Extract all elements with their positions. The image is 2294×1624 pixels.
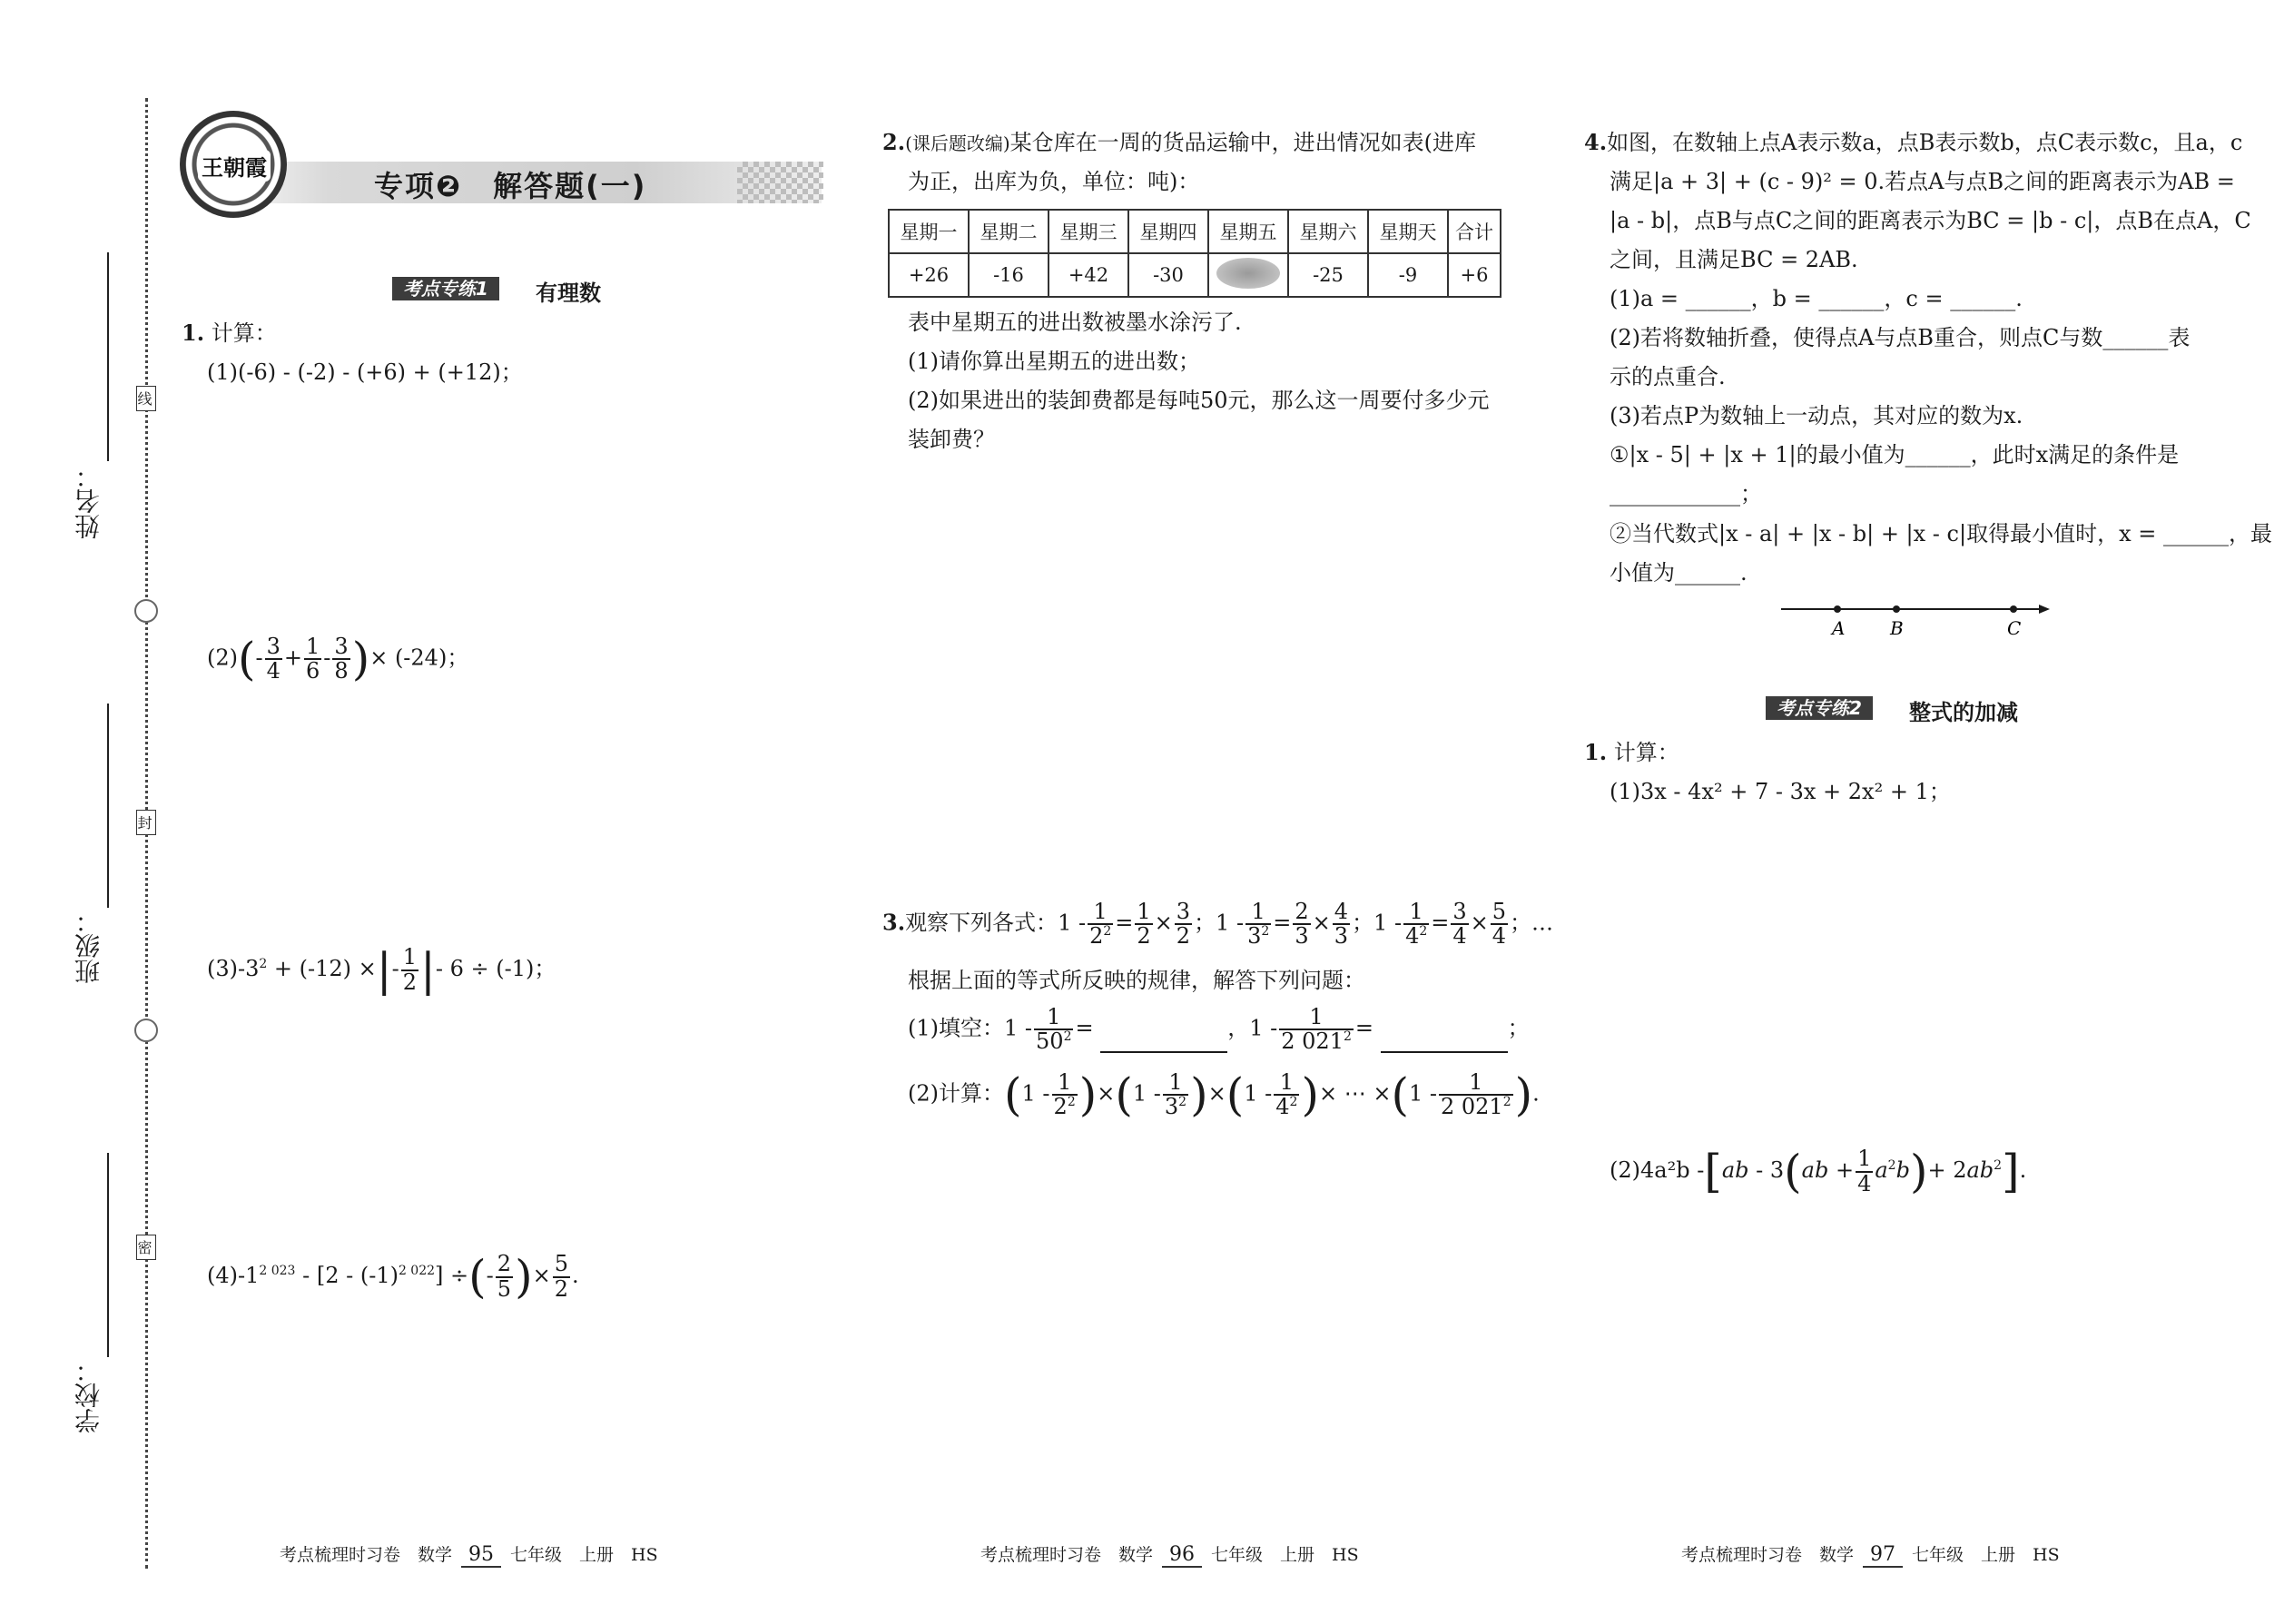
part-label: (2) xyxy=(207,645,238,671)
brand-logo-text: 王朝霞 xyxy=(198,150,271,182)
fraction: $\frac{3}{8}$ xyxy=(334,634,349,684)
table-header-cell: 星期四 xyxy=(1128,210,1208,253)
footer-grade: 七年级 上册 HS xyxy=(1912,1545,2060,1565)
fraction: $\frac{1}{2}$ xyxy=(402,944,418,995)
fraction: $\frac{1}{2}$ xyxy=(1137,899,1151,950)
expression-tail: - 6 ÷ (-1)； xyxy=(435,956,556,981)
page-footer xyxy=(1681,1541,2060,1568)
q2-part1: (1)请你算出星期五的进出数； xyxy=(908,349,1200,374)
point-b xyxy=(1893,605,1900,613)
footer-book: 考点梳理时习卷 数学 xyxy=(1681,1545,1855,1565)
abs-bar: | xyxy=(420,943,436,997)
question-text: |a - b|，点B与点C之间的距离表示为BC = |b - c|，点B在点A，C xyxy=(1610,208,2251,233)
table-header-cell: 星期六 xyxy=(1288,210,1368,253)
fraction: $\frac{1}{3^2}$ xyxy=(1247,899,1270,950)
expression-mid2: ] ÷ xyxy=(435,1263,469,1288)
question-text: 如图，在数轴上点A表示数a，点B表示数b，点C表示数c，且a，c xyxy=(1607,130,2243,155)
ink-blot-cell xyxy=(1208,253,1288,297)
fraction: $\frac{1}{50^2}$ xyxy=(1036,1004,1072,1055)
fraction: $\frac{1}{2 021^2}$ xyxy=(1281,1004,1352,1055)
point-label: B xyxy=(1890,617,1904,639)
arrow-head-icon xyxy=(2039,605,2050,614)
paren: ( xyxy=(238,633,256,686)
page-number: 95 xyxy=(461,1543,501,1568)
footer-book: 考点梳理时习卷 数学 xyxy=(280,1545,453,1565)
question-rule: 根据上面的等式所反映的规律，解答下列问题： xyxy=(908,968,1365,993)
q1-part4: $(4)-1^{2 023} - [2 - (-1)^{2 022}]$ ÷(- $\frac{2}{5}$ )× $\frac{5}{2}$ . xyxy=(207,1250,579,1304)
class-line xyxy=(107,704,109,908)
q5-part2: (2)4a²b -[ab - 3(ab + $\frac{1}{4}$ $a^2b)+ 2ab^2$]. xyxy=(1610,1145,2027,1198)
q3-part2: (2)计算：(1 - $\frac{1}{2^2}$ )×(1 - $\frac{1}{3^2}$ )×(1 - $\frac{1}{4^2}$ )× ⋯ ×(1 - $\frac{1}{2 021^2}$ ). xyxy=(908,1068,1540,1122)
question-1 xyxy=(182,313,277,353)
q4-part2-cont: 示的点重合. xyxy=(1610,364,1726,389)
section-tag: 考点专练1 xyxy=(392,277,499,300)
paren: ( xyxy=(468,1250,487,1304)
banner-pattern xyxy=(737,162,823,203)
punch-hole-icon xyxy=(134,1019,158,1042)
q1-part2: (2)(- $\frac{3}{4}$ + $\frac{1}{6}$ - $\frac{3}{8}$ )× (-24)； xyxy=(207,633,469,686)
expression-mid: - [2 - (-1) xyxy=(302,1263,399,1288)
fraction: $\frac{1}{2 021^2}$ xyxy=(1440,1069,1511,1120)
table-header-cell: 星期天 xyxy=(1368,210,1448,253)
table-cell: +6 xyxy=(1448,253,1501,297)
school-line xyxy=(107,1153,109,1357)
page-footer xyxy=(980,1541,1359,1568)
question-4 xyxy=(1584,123,2242,162)
point-c xyxy=(2010,605,2017,613)
fraction: $\frac{1}{2^2}$ xyxy=(1089,899,1112,950)
q4-part3: (3)若点P为数轴上一动点，其对应的数为x. xyxy=(1610,403,2023,428)
expression-head: (2)4a²b - xyxy=(1610,1157,1705,1183)
paren: ) xyxy=(351,633,370,686)
name-line xyxy=(107,252,109,461)
abs-bar: | xyxy=(376,943,392,997)
q4-part2: (2)若将数轴折叠，使得点A与点B重合，则点C与数______表 xyxy=(1610,325,2191,350)
question-text: 满足|a + 3| + (c - 9)² = 0.若点A与点B之间的距离表示为AB = xyxy=(1610,169,2235,194)
fraction: $\frac{3}{2}$ xyxy=(1176,899,1191,950)
expression-head: (4)-1 xyxy=(207,1263,260,1288)
ink-blot-icon xyxy=(1216,258,1280,289)
section-tag: 考点专练2 xyxy=(1766,696,1873,720)
part-label: (1)填空： xyxy=(908,1015,1004,1041)
table-cell: +42 xyxy=(1049,253,1128,297)
question-number: 1. xyxy=(1584,739,1608,765)
q4-part3-sub1: ①|x - 5| + |x + 1|的最小值为______，此时x满足的条件是 xyxy=(1610,442,2180,468)
question-number: 4. xyxy=(1584,129,1608,155)
seal-box-seal: 封 xyxy=(136,810,156,835)
page-footer xyxy=(280,1541,658,1568)
question-source: (课后题改编) xyxy=(905,133,1010,154)
question-3: 3.观察下列各式：1 - $\frac{1}{2^2}$ = $\frac{1}{2}$ × $\frac{3}{2}$ ；1 - $\frac{1}{3^2}$ = $\frac{2}{3}$ × $\frac{4}{3}$ ；1 - $\frac{1}{4^2}$ = $\frac{3}{4}$ × $\frac{5}{4}$ ；… xyxy=(882,899,1554,950)
q3-part1: (1)填空：1 - $\frac{1}{50^2}$ = ，1 - $\frac{1}{2 021^2}$ = ； xyxy=(908,1004,1530,1055)
question-intro: 观察下列各式： xyxy=(905,910,1058,936)
part-label: (2)计算： xyxy=(908,1080,1004,1107)
table-header-cell: 星期二 xyxy=(969,210,1049,253)
paren: ) xyxy=(515,1250,533,1304)
question-2 xyxy=(882,123,1476,163)
expression-tail: × (-24)； xyxy=(369,645,469,671)
punch-hole-icon xyxy=(134,599,158,623)
question-text: 之间，且满足BC = 2AB. xyxy=(1610,247,1858,272)
transport-table xyxy=(888,209,1501,298)
number-line-figure xyxy=(1779,595,2052,640)
point-a xyxy=(1834,605,1841,613)
page-title: 专项❷ 解答题(一) xyxy=(374,169,647,203)
section-title: 整式的加减 xyxy=(1909,700,2018,725)
table-header-cell: 星期三 xyxy=(1049,210,1128,253)
table-cell: -30 xyxy=(1128,253,1208,297)
fraction: $\frac{5}{2}$ xyxy=(554,1251,568,1302)
question-text: 为正，出库为负，单位：吨)： xyxy=(908,169,1200,194)
table-cell: -9 xyxy=(1368,253,1448,297)
answer-blank[interactable] xyxy=(1100,1026,1227,1053)
section-title: 有理数 xyxy=(536,281,601,306)
seal-box-secret: 密 xyxy=(136,1235,156,1260)
table-row xyxy=(889,253,1501,297)
question-note: 表中星期五的进出数被墨水涂污了. xyxy=(908,310,1242,335)
fraction: $\frac{1}{2^2}$ xyxy=(1053,1069,1076,1120)
answer-blank[interactable] xyxy=(1381,1026,1508,1053)
table-header-row xyxy=(889,210,1501,253)
fraction: $\frac{5}{4}$ xyxy=(1492,899,1507,950)
times-sign: × xyxy=(532,1263,551,1288)
name-label: 姓名： xyxy=(74,463,103,539)
table-cell: -16 xyxy=(969,253,1049,297)
question-prompt: 计算： xyxy=(211,320,277,346)
table-cell: -25 xyxy=(1288,253,1368,297)
question-text: 某仓库在一周的货品运输中，进出情况如表(进库 xyxy=(1009,130,1477,155)
footer-grade: 七年级 上册 HS xyxy=(1211,1545,1359,1565)
fraction: $\frac{1}{3^2}$ xyxy=(1164,1069,1187,1120)
question-number: 1. xyxy=(182,320,205,346)
q4-part3-sub2: ②当代数式|x - a| + |x - b| + |x - c|取得最小值时，x = ______，最 xyxy=(1610,521,2272,546)
page-number: 96 xyxy=(1162,1543,1202,1568)
question-5 xyxy=(1584,733,1679,773)
expression-mid: + (-12) × xyxy=(267,956,377,981)
q4-part3-sub2-cont: 小值为______. xyxy=(1610,560,1748,586)
fraction: $\frac{3}{4}$ xyxy=(1452,899,1467,950)
expression-head: (3)-3 xyxy=(207,956,260,981)
fraction: $\frac{1}{4}$ xyxy=(1857,1146,1872,1196)
footer-book: 考点梳理时习卷 数学 xyxy=(980,1545,1154,1565)
footer-grade: 七年级 上册 HS xyxy=(510,1545,658,1565)
school-label: 学校： xyxy=(74,1357,103,1433)
fraction: $\frac{1}{6}$ xyxy=(306,634,320,684)
point-label: A xyxy=(1832,617,1846,639)
class-label: 班级： xyxy=(74,908,103,984)
seal-box-line: 线 xyxy=(136,386,156,411)
fraction: $\frac{2}{3}$ xyxy=(1295,899,1309,950)
page-number: 97 xyxy=(1863,1543,1903,1568)
question-prompt: 计算： xyxy=(1613,740,1679,765)
q1-part1: (1)(-6) - (-2) - (+6) + (+12)； xyxy=(207,359,523,385)
q5-part1: (1)3x - 4x² + 7 - 3x + 2x² + 1； xyxy=(1610,779,1951,804)
fraction: $\frac{3}{4}$ xyxy=(266,634,281,684)
table-cell: +26 xyxy=(889,253,969,297)
q4-part3-sub1-cont: ____________； xyxy=(1610,481,1762,507)
table-header-cell: 星期一 xyxy=(889,210,969,253)
question-number: 2. xyxy=(882,129,906,155)
table-header-cell: 合计 xyxy=(1448,210,1501,253)
table-header-cell: 星期五 xyxy=(1208,210,1288,253)
point-label: C xyxy=(2007,617,2022,639)
fraction: $\frac{1}{4^2}$ xyxy=(1405,899,1428,950)
fraction: $\frac{4}{3}$ xyxy=(1334,899,1349,950)
fraction: $\frac{1}{4^2}$ xyxy=(1275,1069,1298,1120)
q2-part2: (2)如果进出的装卸费都是每吨50元，那么这一周要付多少元 xyxy=(908,388,1490,413)
q1-part3: $(3)-3^2 + (-12)$ ×|- $\frac{1}{2}$ |- 6 ÷ (-1)； xyxy=(207,943,556,997)
fraction: $\frac{2}{5}$ xyxy=(497,1251,512,1302)
q2-part2-cont: 装卸费？ xyxy=(908,427,995,452)
question-number: 3. xyxy=(882,909,906,936)
q4-part1: (1)a = ______，b = ______，c = ______. xyxy=(1610,286,2023,311)
